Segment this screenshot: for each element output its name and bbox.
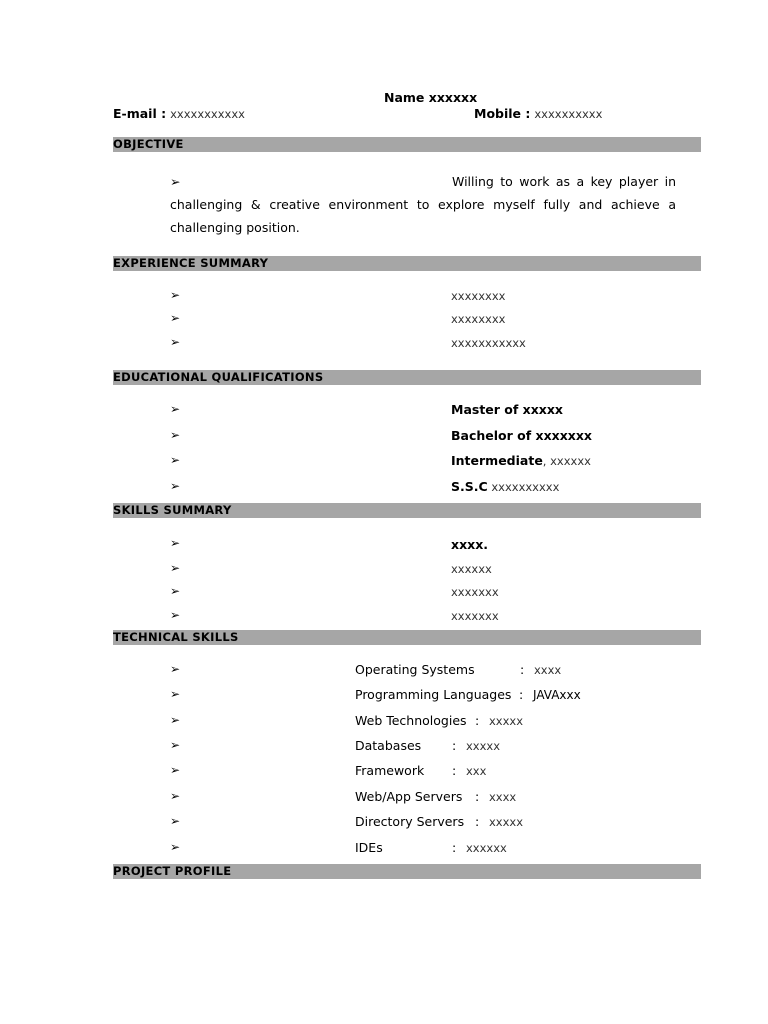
- qualification-label: Intermediate: [451, 453, 543, 468]
- section-heading-objective: OBJECTIVE: [113, 137, 701, 152]
- tech-skill-separator: :: [475, 814, 480, 829]
- tech-skill-label: Directory Servers: [355, 814, 465, 829]
- tech-skill-value: xxxx: [489, 790, 517, 804]
- mobile-value: xxxxxxxxxx: [534, 107, 603, 121]
- bullet-icon: ➢: [170, 814, 181, 828]
- bullet-icon: ➢: [170, 662, 181, 676]
- bullet-icon: ➢: [170, 789, 181, 803]
- bullet-icon: ➢: [170, 479, 181, 493]
- section-heading-experience: EXPERIENCE SUMMARY: [113, 256, 701, 271]
- tech-skill-value: xxxxx: [489, 815, 524, 829]
- list-item: [451, 453, 591, 468]
- tech-skill-label: Web Technologies: [355, 713, 467, 728]
- list-item: xxxxxxx: [451, 609, 499, 623]
- bullet-icon: ➢: [170, 174, 181, 189]
- tech-skill-value: xxxxx: [489, 714, 524, 728]
- list-item: [451, 402, 563, 417]
- bullet-icon: ➢: [170, 840, 181, 854]
- bullet-icon: ➢: [170, 738, 181, 752]
- tech-skill-value: xxxxx: [466, 739, 501, 753]
- list-item: xxxx.: [451, 537, 488, 552]
- list-item: [451, 479, 559, 494]
- list-item: xxxxxx: [451, 562, 492, 576]
- email-line: [113, 106, 245, 121]
- tech-skill-separator: :: [475, 713, 480, 728]
- tech-skill-separator: :: [452, 840, 457, 855]
- mobile-label: Mobile :: [474, 106, 531, 121]
- section-heading-technical: TECHNICAL SKILLS: [113, 630, 701, 645]
- bullet-icon: ➢: [170, 713, 181, 727]
- bullet-icon: ➢: [170, 288, 181, 302]
- section-heading-education: EDUCATIONAL QUALIFICATIONS: [113, 370, 701, 385]
- section-heading-skills: SKILLS SUMMARY: [113, 503, 701, 518]
- tech-skill-separator: :: [519, 687, 524, 702]
- mobile-line: [474, 106, 602, 121]
- name-line: [384, 90, 477, 105]
- list-item: xxxxxxxx: [451, 312, 506, 326]
- list-item: xxxxxxxxxxx: [451, 336, 526, 350]
- tech-skill-label: Operating Systems: [355, 662, 475, 677]
- bullet-icon: ➢: [170, 561, 181, 575]
- tech-skill-label: IDEs: [355, 840, 383, 855]
- bullet-icon: ➢: [170, 687, 181, 701]
- bullet-icon: ➢: [170, 584, 181, 598]
- tech-skill-separator: :: [520, 662, 525, 677]
- tech-skill-separator: :: [452, 738, 457, 753]
- tech-skill-label: Framework: [355, 763, 425, 778]
- tech-skill-value: xxx: [466, 764, 487, 778]
- list-item: [451, 428, 592, 443]
- name-value: xxxxxx: [428, 90, 478, 105]
- bullet-icon: ➢: [170, 536, 181, 550]
- qualification-detail: xxxxxxxxxx: [487, 480, 560, 494]
- objective-text: [170, 170, 676, 239]
- bullet-icon: ➢: [170, 763, 181, 777]
- list-item: xxxxxxx: [451, 585, 499, 599]
- email-label: E-mail :: [113, 106, 167, 121]
- tech-skill-separator: :: [475, 789, 480, 804]
- section-heading-project: PROJECT PROFILE: [113, 864, 701, 879]
- list-item: xxxxxxxx: [451, 289, 506, 303]
- bullet-icon: ➢: [170, 453, 181, 467]
- bullet-icon: ➢: [170, 311, 181, 325]
- name-label: Name: [384, 90, 425, 105]
- qualification-label: Bachelor of xxxxxxx: [451, 428, 592, 443]
- email-value: xxxxxxxxxxx: [170, 107, 245, 121]
- bullet-icon: ➢: [170, 402, 181, 416]
- tech-skill-value: JAVAxxx: [533, 688, 581, 702]
- bullet-icon: ➢: [170, 428, 181, 442]
- bullet-icon: ➢: [170, 608, 181, 622]
- bullet-icon: ➢: [170, 335, 181, 349]
- qualification-label: Master of xxxxx: [451, 402, 563, 417]
- objective-body: Willing to work as a key player in challenging & creative environment to explore myself fully and achieve a challenging position.: [170, 174, 676, 235]
- qualification-label: S.S.C: [451, 479, 488, 494]
- tech-skill-label: Web/App Servers: [355, 789, 463, 804]
- tech-skill-value: xxxxxx: [466, 841, 507, 855]
- tech-skill-label: Programming Languages: [355, 687, 512, 702]
- qualification-detail: , xxxxxx: [542, 454, 591, 468]
- tech-skill-separator: :: [452, 763, 457, 778]
- tech-skill-value: xxxx: [534, 663, 562, 677]
- tech-skill-label: Databases: [355, 738, 422, 753]
